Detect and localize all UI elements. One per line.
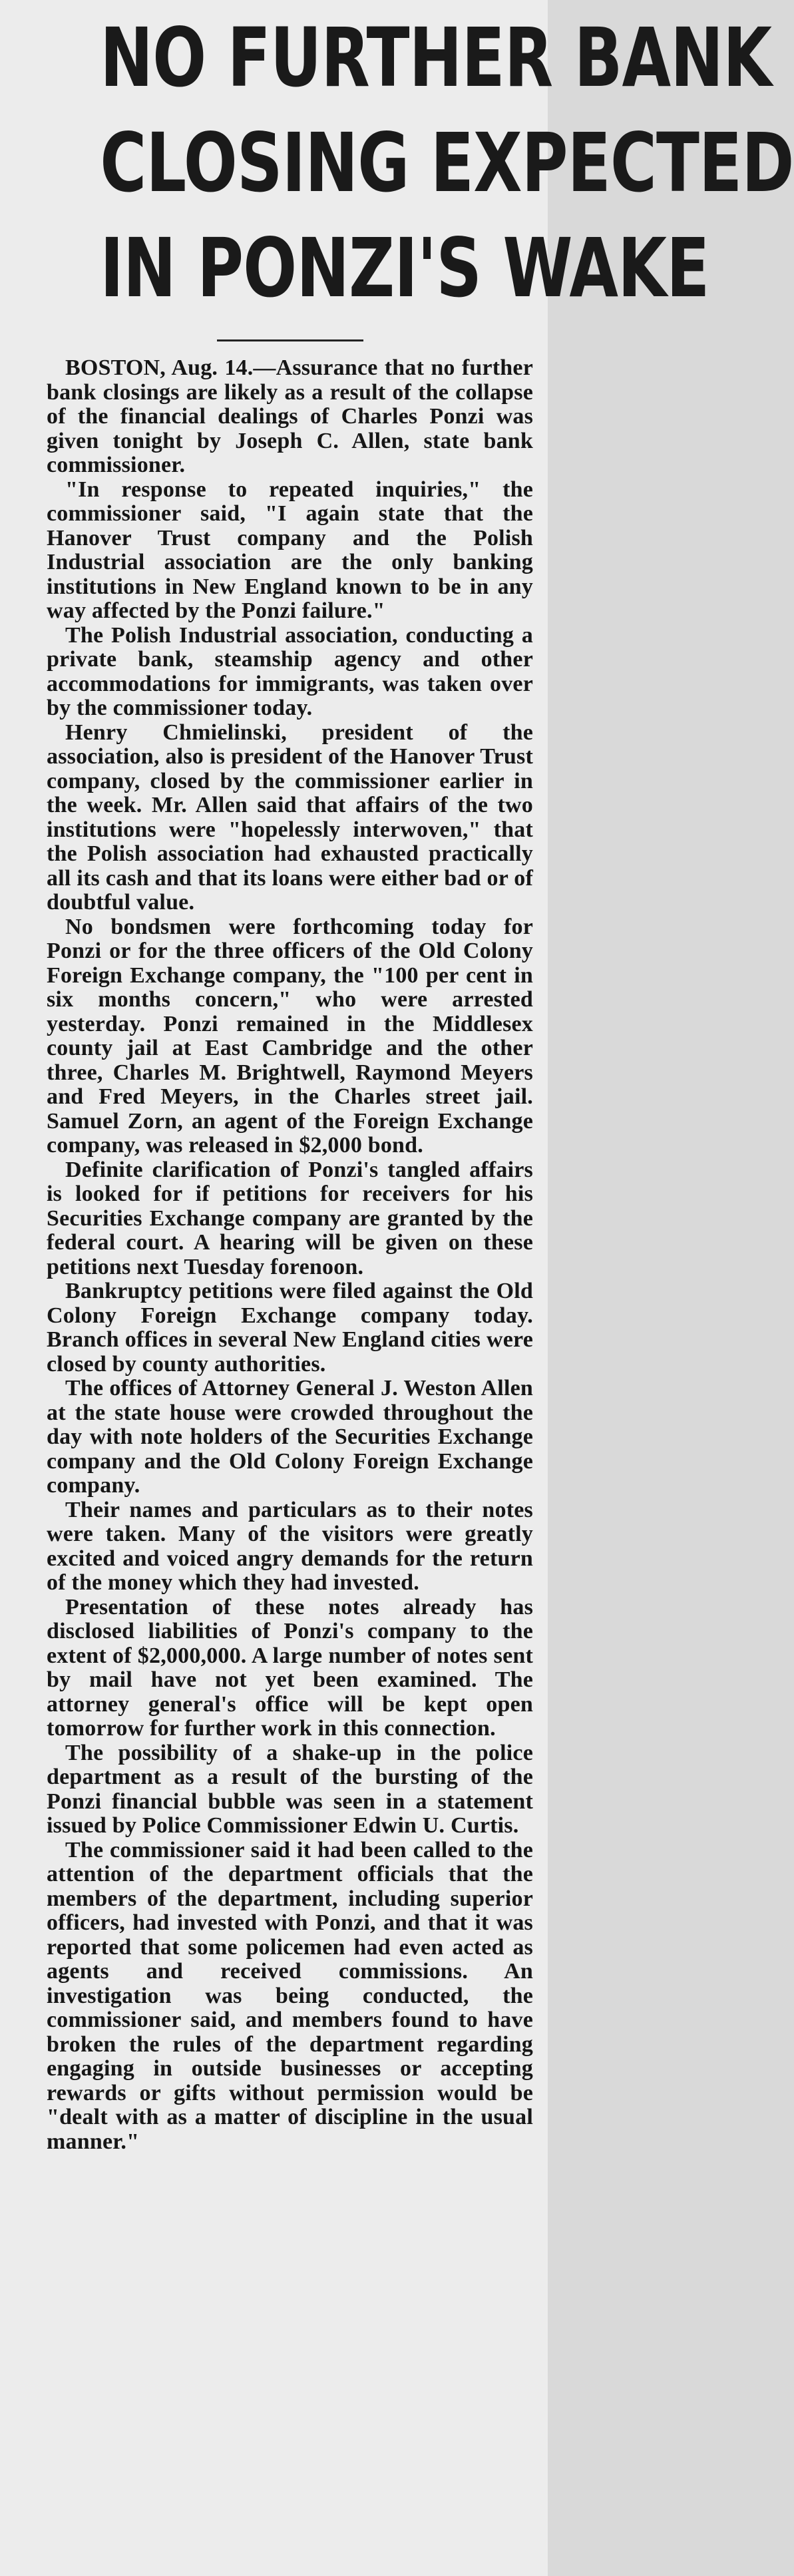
paragraph-1-text: Assurance that no further bank closings are likely as a result of the collapse of the financial dealings of Charles Ponzi was given tonight by Joseph C. Allen, state bank commissioner. <box>47 355 533 477</box>
paragraph-12: The commissioner said it had been called to the attention of the department officials that the members of the department, including superior officers, had invested with Ponzi, and that it was reported that some policemen had even acted as agents and received commissions. An investigation was being conducted, the commissioner said, and members found to have broken the rules of the department regarding engaging in outside businesses or accepting rewards or gifts without permission would be "dealt with as a matter of discipline in the usual manner." <box>47 1837 533 2154</box>
headline-divider <box>217 339 363 341</box>
paragraph-3: The Polish Industrial association, conducting a private bank, steamship agency and other accommodations for immigrants, was taken over by the commissioner today. <box>47 622 533 720</box>
paragraph-5: No bondsmen were forthcoming today for Ponzi or for the three officers of the Old Colony Foreign Exchange company, the "100 per cent in six months concern," who were arrested yesterday. Ponzi remained in the Middlesex county jail at East Cambridge and the other three, Charles M. Brightwell, Raymond Meyers and Fred Meyers, in the Charles street jail. Samuel Zorn, an agent of the Foreign Exchange company, was released in $2,000 bond. <box>47 914 533 1158</box>
paragraph-8: The offices of Attorney General J. Weston Allen at the state house were crowded throughout the day with note holders of the Securities Exchange company and the Old Colony Foreign Exchange company. <box>47 1376 533 1498</box>
paragraph-1 <box>47 356 533 478</box>
paragraph-4: Henry Chmielinski, president of the association, also is president of the Hanover Trust company, closed by the commissioner earlier in the week. Mr. Allen said that affairs of the two institutions were "hopelessly interwoven," that the Polish association had exhausted practically all its cash and that its loans were either bad or of doubtful value. <box>47 720 533 915</box>
article-body <box>47 356 533 2154</box>
dateline: BOSTON, Aug. 14.— <box>65 355 276 380</box>
headline <box>100 0 794 321</box>
paragraph-9: Their names and particulars as to their notes were taken. Many of the visitors were greatly excited and voiced angry demands for the return of the money which they had invested. <box>47 1497 533 1595</box>
headline-line-1: NO FURTHER BANK <box>100 11 772 105</box>
headline-line-2: CLOSING EXPECTED <box>100 116 794 210</box>
paragraph-2: "In response to repeated inquiries," the commissioner said, "I again state that the Hanover Trust company and the Polish Industrial association are the only banking institutions in New England known to be in any way affected by the Ponzi failure." <box>47 477 533 623</box>
paragraph-6: Definite clarification of Ponzi's tangled affairs is looked for if petitions for receivers for his Securities Exchange company are granted by the federal court. A hearing will be given on these petitions next Tuesday forenoon. <box>47 1157 533 1279</box>
paragraph-11: The possibility of a shake-up in the police department as a result of the bursting of the Ponzi financial bubble was seen in a statement issued by Police Commissioner Edwin U. Curtis. <box>47 1740 533 1838</box>
paragraph-10: Presentation of these notes already has disclosed liabilities of Ponzi's company to the extent of $2,000,000. A large number of notes sent by mail have not yet been examined. The attorney general's office will be kept open tomorrow for further work in this connection. <box>47 1594 533 1741</box>
paragraph-7: Bankruptcy petitions were filed against the Old Colony Foreign Exchange company today. Branch offices in several New England cities were closed by county authorities. <box>47 1279 533 1377</box>
headline-line-3: IN PONZI'S WAKE <box>100 221 709 316</box>
